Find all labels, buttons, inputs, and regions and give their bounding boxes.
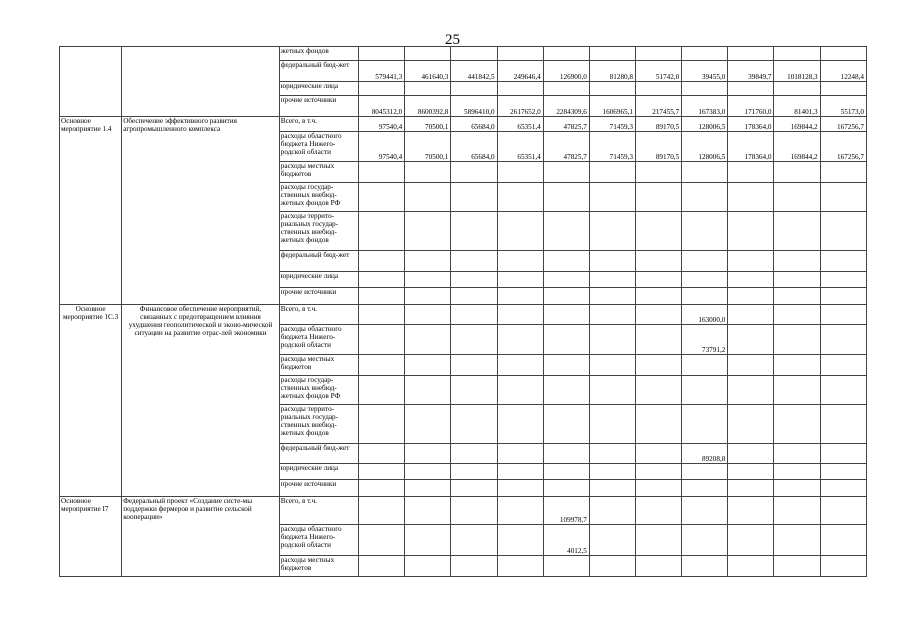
- funding-source-label: федеральный бюд-жет: [279, 61, 358, 82]
- amount-cell: [497, 212, 543, 251]
- amount-cell: 169844,2: [774, 117, 820, 132]
- measure-title: Федеральный проект «Создание систе-мы поддержки фермеров и развитие сельской кооперации»: [122, 497, 280, 577]
- amount-cell: 89170,5: [636, 132, 682, 162]
- amount-cell: [543, 376, 589, 405]
- amount-cell: [728, 183, 774, 212]
- amount-cell: [359, 525, 405, 556]
- amount-cell: [359, 497, 405, 525]
- amount-cell: 163000,0: [682, 305, 728, 325]
- amount-cell: [774, 376, 820, 405]
- amount-cell: [636, 82, 682, 96]
- amount-cell: [451, 525, 497, 556]
- funding-source-label: расходы террито-риальных государ-ственных внебюд-жетных фондов: [279, 212, 358, 251]
- amount-cell: [820, 47, 866, 61]
- amount-cell: [359, 325, 405, 355]
- amount-cell: [636, 556, 682, 577]
- amount-cell: [728, 376, 774, 405]
- amount-cell: [820, 556, 866, 577]
- amount-cell: [820, 480, 866, 497]
- amount-cell: [359, 162, 405, 183]
- amount-cell: [820, 525, 866, 556]
- amount-cell: [405, 480, 451, 497]
- page-number: 25: [445, 32, 460, 48]
- amount-cell: 81401,3: [774, 96, 820, 117]
- amount-cell: 178364,0: [728, 132, 774, 162]
- funding-source-label: юридические лица: [279, 82, 358, 96]
- amount-cell: [451, 251, 497, 272]
- amount-cell: 70500,1: [405, 117, 451, 132]
- amount-cell: [682, 288, 728, 305]
- amount-cell: [728, 305, 774, 325]
- amount-cell: 81280,8: [589, 61, 635, 82]
- amount-cell: 4012,5: [543, 525, 589, 556]
- funding-source-label: прочие источники: [279, 288, 358, 305]
- amount-cell: [728, 288, 774, 305]
- amount-cell: [636, 405, 682, 444]
- amount-cell: [405, 47, 451, 61]
- amount-cell: [682, 480, 728, 497]
- amount-cell: [451, 497, 497, 525]
- amount-cell: [636, 212, 682, 251]
- amount-cell: 89170,5: [636, 117, 682, 132]
- amount-cell: [589, 272, 635, 288]
- amount-cell: [589, 444, 635, 464]
- amount-cell: [682, 212, 728, 251]
- amount-cell: [589, 325, 635, 355]
- amount-cell: [820, 305, 866, 325]
- amount-cell: [682, 162, 728, 183]
- amount-cell: [543, 272, 589, 288]
- funding-source-label: расходы террито-риальных государ-ственных внебюд-жетных фондов: [279, 405, 358, 444]
- funding-source-label: юридические лица: [279, 464, 358, 480]
- amount-cell: [543, 355, 589, 376]
- table-row: [60, 117, 867, 132]
- amount-cell: [589, 405, 635, 444]
- amount-cell: [636, 288, 682, 305]
- funding-source-label: прочие источники: [279, 480, 358, 497]
- amount-cell: [543, 464, 589, 480]
- amount-cell: [497, 162, 543, 183]
- amount-cell: [497, 497, 543, 525]
- amount-cell: [405, 272, 451, 288]
- amount-cell: 89208,8: [682, 444, 728, 464]
- amount-cell: [774, 444, 820, 464]
- amount-cell: [359, 305, 405, 325]
- amount-cell: [543, 325, 589, 355]
- amount-cell: [543, 444, 589, 464]
- funding-source-label: расходы местных бюджетов: [279, 556, 358, 577]
- measure-code: [60, 47, 122, 117]
- amount-cell: [636, 525, 682, 556]
- amount-cell: 249646,4: [497, 61, 543, 82]
- amount-cell: 169844,2: [774, 132, 820, 162]
- amount-cell: [497, 305, 543, 325]
- table-row: [60, 305, 867, 325]
- amount-cell: 65351,4: [497, 132, 543, 162]
- amount-cell: [451, 405, 497, 444]
- amount-cell: [682, 355, 728, 376]
- amount-cell: 5896410,0: [451, 96, 497, 117]
- amount-cell: [682, 251, 728, 272]
- amount-cell: [543, 47, 589, 61]
- amount-cell: [589, 288, 635, 305]
- amount-cell: 51742,0: [636, 61, 682, 82]
- amount-cell: [636, 183, 682, 212]
- budget-table-body: [60, 47, 867, 577]
- amount-cell: [543, 162, 589, 183]
- amount-cell: [497, 444, 543, 464]
- amount-cell: [589, 497, 635, 525]
- amount-cell: [728, 272, 774, 288]
- amount-cell: 8045312,0: [359, 96, 405, 117]
- amount-cell: [728, 325, 774, 355]
- amount-cell: [820, 325, 866, 355]
- amount-cell: [405, 525, 451, 556]
- amount-cell: [359, 288, 405, 305]
- amount-cell: [359, 183, 405, 212]
- amount-cell: [589, 162, 635, 183]
- amount-cell: [774, 464, 820, 480]
- amount-cell: [682, 183, 728, 212]
- amount-cell: 178364,0: [728, 117, 774, 132]
- amount-cell: [728, 212, 774, 251]
- amount-cell: [728, 556, 774, 577]
- amount-cell: [543, 183, 589, 212]
- amount-cell: [636, 480, 682, 497]
- amount-cell: [543, 251, 589, 272]
- amount-cell: [359, 376, 405, 405]
- amount-cell: [451, 355, 497, 376]
- amount-cell: 39849,7: [728, 61, 774, 82]
- amount-cell: [820, 251, 866, 272]
- amount-cell: [774, 82, 820, 96]
- amount-cell: [774, 183, 820, 212]
- amount-cell: [589, 376, 635, 405]
- amount-cell: [359, 355, 405, 376]
- amount-cell: [359, 405, 405, 444]
- amount-cell: [497, 183, 543, 212]
- amount-cell: [359, 464, 405, 480]
- amount-cell: [728, 525, 774, 556]
- amount-cell: [682, 272, 728, 288]
- amount-cell: [774, 497, 820, 525]
- amount-cell: [820, 355, 866, 376]
- amount-cell: [589, 82, 635, 96]
- amount-cell: [589, 305, 635, 325]
- amount-cell: [682, 464, 728, 480]
- amount-cell: 2617652,0: [497, 96, 543, 117]
- amount-cell: [497, 376, 543, 405]
- amount-cell: [774, 212, 820, 251]
- amount-cell: [636, 162, 682, 183]
- amount-cell: [636, 305, 682, 325]
- amount-cell: [820, 405, 866, 444]
- amount-cell: [405, 464, 451, 480]
- amount-cell: [359, 480, 405, 497]
- amount-cell: [820, 497, 866, 525]
- amount-cell: [774, 325, 820, 355]
- amount-cell: [405, 355, 451, 376]
- amount-cell: [682, 556, 728, 577]
- amount-cell: 97540,4: [359, 132, 405, 162]
- amount-cell: [636, 444, 682, 464]
- amount-cell: [774, 405, 820, 444]
- amount-cell: [405, 305, 451, 325]
- amount-cell: [589, 251, 635, 272]
- amount-cell: [405, 183, 451, 212]
- amount-cell: [636, 47, 682, 61]
- amount-cell: [820, 212, 866, 251]
- amount-cell: [451, 305, 497, 325]
- amount-cell: [636, 464, 682, 480]
- amount-cell: [774, 556, 820, 577]
- funding-source-label: расходы государ-ственных внебюд-жетных фондов РФ: [279, 376, 358, 405]
- amount-cell: [497, 325, 543, 355]
- amount-cell: [589, 355, 635, 376]
- amount-cell: [405, 212, 451, 251]
- amount-cell: 128006,5: [682, 132, 728, 162]
- amount-cell: [682, 376, 728, 405]
- funding-source-label: прочие источники: [279, 96, 358, 117]
- amount-cell: [497, 525, 543, 556]
- amount-cell: [728, 444, 774, 464]
- amount-cell: [589, 464, 635, 480]
- amount-cell: [451, 480, 497, 497]
- amount-cell: [728, 162, 774, 183]
- funding-source-label: федеральный бюд-жет: [279, 251, 358, 272]
- amount-cell: [451, 272, 497, 288]
- amount-cell: [774, 525, 820, 556]
- amount-cell: 73791,2: [682, 325, 728, 355]
- amount-cell: [451, 162, 497, 183]
- amount-cell: [774, 162, 820, 183]
- amount-cell: [820, 162, 866, 183]
- funding-source-label: Всего, в т.ч.: [279, 117, 358, 132]
- amount-cell: [728, 82, 774, 96]
- measure-title: Обеспечение эффективного развития агропромышленного комплекса: [122, 117, 280, 305]
- amount-cell: [497, 82, 543, 96]
- amount-cell: [497, 405, 543, 444]
- amount-cell: [543, 288, 589, 305]
- amount-cell: [636, 272, 682, 288]
- amount-cell: [682, 47, 728, 61]
- amount-cell: [451, 47, 497, 61]
- amount-cell: [728, 480, 774, 497]
- funding-source-label: федеральный бюд-жет: [279, 444, 358, 464]
- amount-cell: [820, 272, 866, 288]
- amount-cell: [728, 251, 774, 272]
- amount-cell: [405, 497, 451, 525]
- funding-source-label: расходы государ-ственных внебюд-жетных фондов РФ: [279, 183, 358, 212]
- funding-source-label: жетных фондов: [279, 47, 358, 61]
- amount-cell: 65684,0: [451, 132, 497, 162]
- amount-cell: [451, 212, 497, 251]
- amount-cell: [774, 480, 820, 497]
- amount-cell: [497, 47, 543, 61]
- measure-title: [122, 47, 280, 117]
- funding-source-label: расходы областного бюджета Нижего-родской области: [279, 525, 358, 556]
- amount-cell: 55173,0: [820, 96, 866, 117]
- amount-cell: [728, 355, 774, 376]
- amount-cell: [774, 251, 820, 272]
- amount-cell: [405, 556, 451, 577]
- amount-cell: [405, 288, 451, 305]
- amount-cell: [820, 444, 866, 464]
- amount-cell: 126900,0: [543, 61, 589, 82]
- amount-cell: [774, 288, 820, 305]
- amount-cell: [589, 212, 635, 251]
- amount-cell: [682, 82, 728, 96]
- amount-cell: 70500,1: [405, 132, 451, 162]
- amount-cell: 1018128,3: [774, 61, 820, 82]
- table-row: [60, 497, 867, 525]
- amount-cell: [497, 251, 543, 272]
- amount-cell: [543, 212, 589, 251]
- amount-cell: [451, 444, 497, 464]
- amount-cell: [451, 183, 497, 212]
- amount-cell: [497, 288, 543, 305]
- amount-cell: [820, 376, 866, 405]
- amount-cell: [497, 464, 543, 480]
- amount-cell: [728, 464, 774, 480]
- amount-cell: [451, 376, 497, 405]
- amount-cell: 171760,0: [728, 96, 774, 117]
- amount-cell: 97540,4: [359, 117, 405, 132]
- measure-code: Основное мероприятие I7: [60, 497, 122, 577]
- funding-source-label: расходы областного бюджета Нижего-родской области: [279, 325, 358, 355]
- amount-cell: 128006,5: [682, 117, 728, 132]
- amount-cell: [405, 82, 451, 96]
- amount-cell: [451, 464, 497, 480]
- amount-cell: [405, 376, 451, 405]
- funding-source-label: Всего, в т.ч.: [279, 305, 358, 325]
- amount-cell: [359, 82, 405, 96]
- amount-cell: 71459,3: [589, 117, 635, 132]
- amount-cell: [820, 82, 866, 96]
- amount-cell: [359, 272, 405, 288]
- amount-cell: [497, 556, 543, 577]
- amount-cell: [451, 325, 497, 355]
- amount-cell: 71459,3: [589, 132, 635, 162]
- amount-cell: 441842,5: [451, 61, 497, 82]
- amount-cell: 2284309,6: [543, 96, 589, 117]
- amount-cell: [728, 497, 774, 525]
- funding-source-label: юридические лица: [279, 272, 358, 288]
- funding-source-label: расходы местных бюджетов: [279, 162, 358, 183]
- amount-cell: [451, 556, 497, 577]
- amount-cell: [589, 47, 635, 61]
- table-row: [60, 47, 867, 61]
- amount-cell: [497, 272, 543, 288]
- amount-cell: 65351,4: [497, 117, 543, 132]
- amount-cell: 579441,3: [359, 61, 405, 82]
- amount-cell: [589, 183, 635, 212]
- amount-cell: [405, 162, 451, 183]
- amount-cell: [589, 480, 635, 497]
- funding-source-label: Всего, в т.ч.: [279, 497, 358, 525]
- amount-cell: [497, 480, 543, 497]
- amount-cell: [774, 272, 820, 288]
- amount-cell: [682, 525, 728, 556]
- amount-cell: [405, 444, 451, 464]
- amount-cell: [636, 325, 682, 355]
- amount-cell: [636, 251, 682, 272]
- amount-cell: [405, 251, 451, 272]
- amount-cell: [636, 497, 682, 525]
- amount-cell: 1606965,1: [589, 96, 635, 117]
- amount-cell: [359, 47, 405, 61]
- amount-cell: [543, 405, 589, 444]
- amount-cell: [636, 355, 682, 376]
- amount-cell: 47825,7: [543, 117, 589, 132]
- amount-cell: [359, 444, 405, 464]
- amount-cell: 167256,7: [820, 132, 866, 162]
- funding-source-label: расходы областного бюджета Нижего-родской области: [279, 132, 358, 162]
- funding-source-label: расходы местных бюджетов: [279, 355, 358, 376]
- amount-cell: 461640,3: [405, 61, 451, 82]
- amount-cell: [774, 305, 820, 325]
- amount-cell: [543, 556, 589, 577]
- amount-cell: [728, 47, 774, 61]
- amount-cell: [543, 305, 589, 325]
- amount-cell: 47825,7: [543, 132, 589, 162]
- amount-cell: 8600392,8: [405, 96, 451, 117]
- amount-cell: [636, 376, 682, 405]
- amount-cell: 12248,4: [820, 61, 866, 82]
- amount-cell: [728, 405, 774, 444]
- amount-cell: [774, 47, 820, 61]
- amount-cell: [359, 212, 405, 251]
- amount-cell: [497, 355, 543, 376]
- amount-cell: [359, 251, 405, 272]
- amount-cell: [451, 82, 497, 96]
- amount-cell: [451, 288, 497, 305]
- amount-cell: [543, 82, 589, 96]
- amount-cell: 65684,0: [451, 117, 497, 132]
- amount-cell: [405, 405, 451, 444]
- amount-cell: [774, 355, 820, 376]
- amount-cell: [405, 325, 451, 355]
- measure-title: Финансовое обеспечение мероприятий, связанных с предотвращением влияния ухудшения геополитической и эконо-мической ситуации на развитие отрас-лей экономики: [122, 305, 280, 497]
- amount-cell: 39455,0: [682, 61, 728, 82]
- measure-code: Основное мероприятие 1.4: [60, 117, 122, 305]
- amount-cell: 109978,7: [543, 497, 589, 525]
- amount-cell: [682, 497, 728, 525]
- budget-table: [59, 46, 867, 577]
- amount-cell: [682, 405, 728, 444]
- amount-cell: [820, 464, 866, 480]
- amount-cell: [589, 525, 635, 556]
- amount-cell: [820, 288, 866, 305]
- amount-cell: [359, 556, 405, 577]
- amount-cell: [820, 183, 866, 212]
- amount-cell: 217455,7: [636, 96, 682, 117]
- measure-code: Основное мероприятие 1С.3: [60, 305, 122, 497]
- amount-cell: 167256,7: [820, 117, 866, 132]
- amount-cell: [543, 480, 589, 497]
- amount-cell: 167383,0: [682, 96, 728, 117]
- amount-cell: [589, 556, 635, 577]
